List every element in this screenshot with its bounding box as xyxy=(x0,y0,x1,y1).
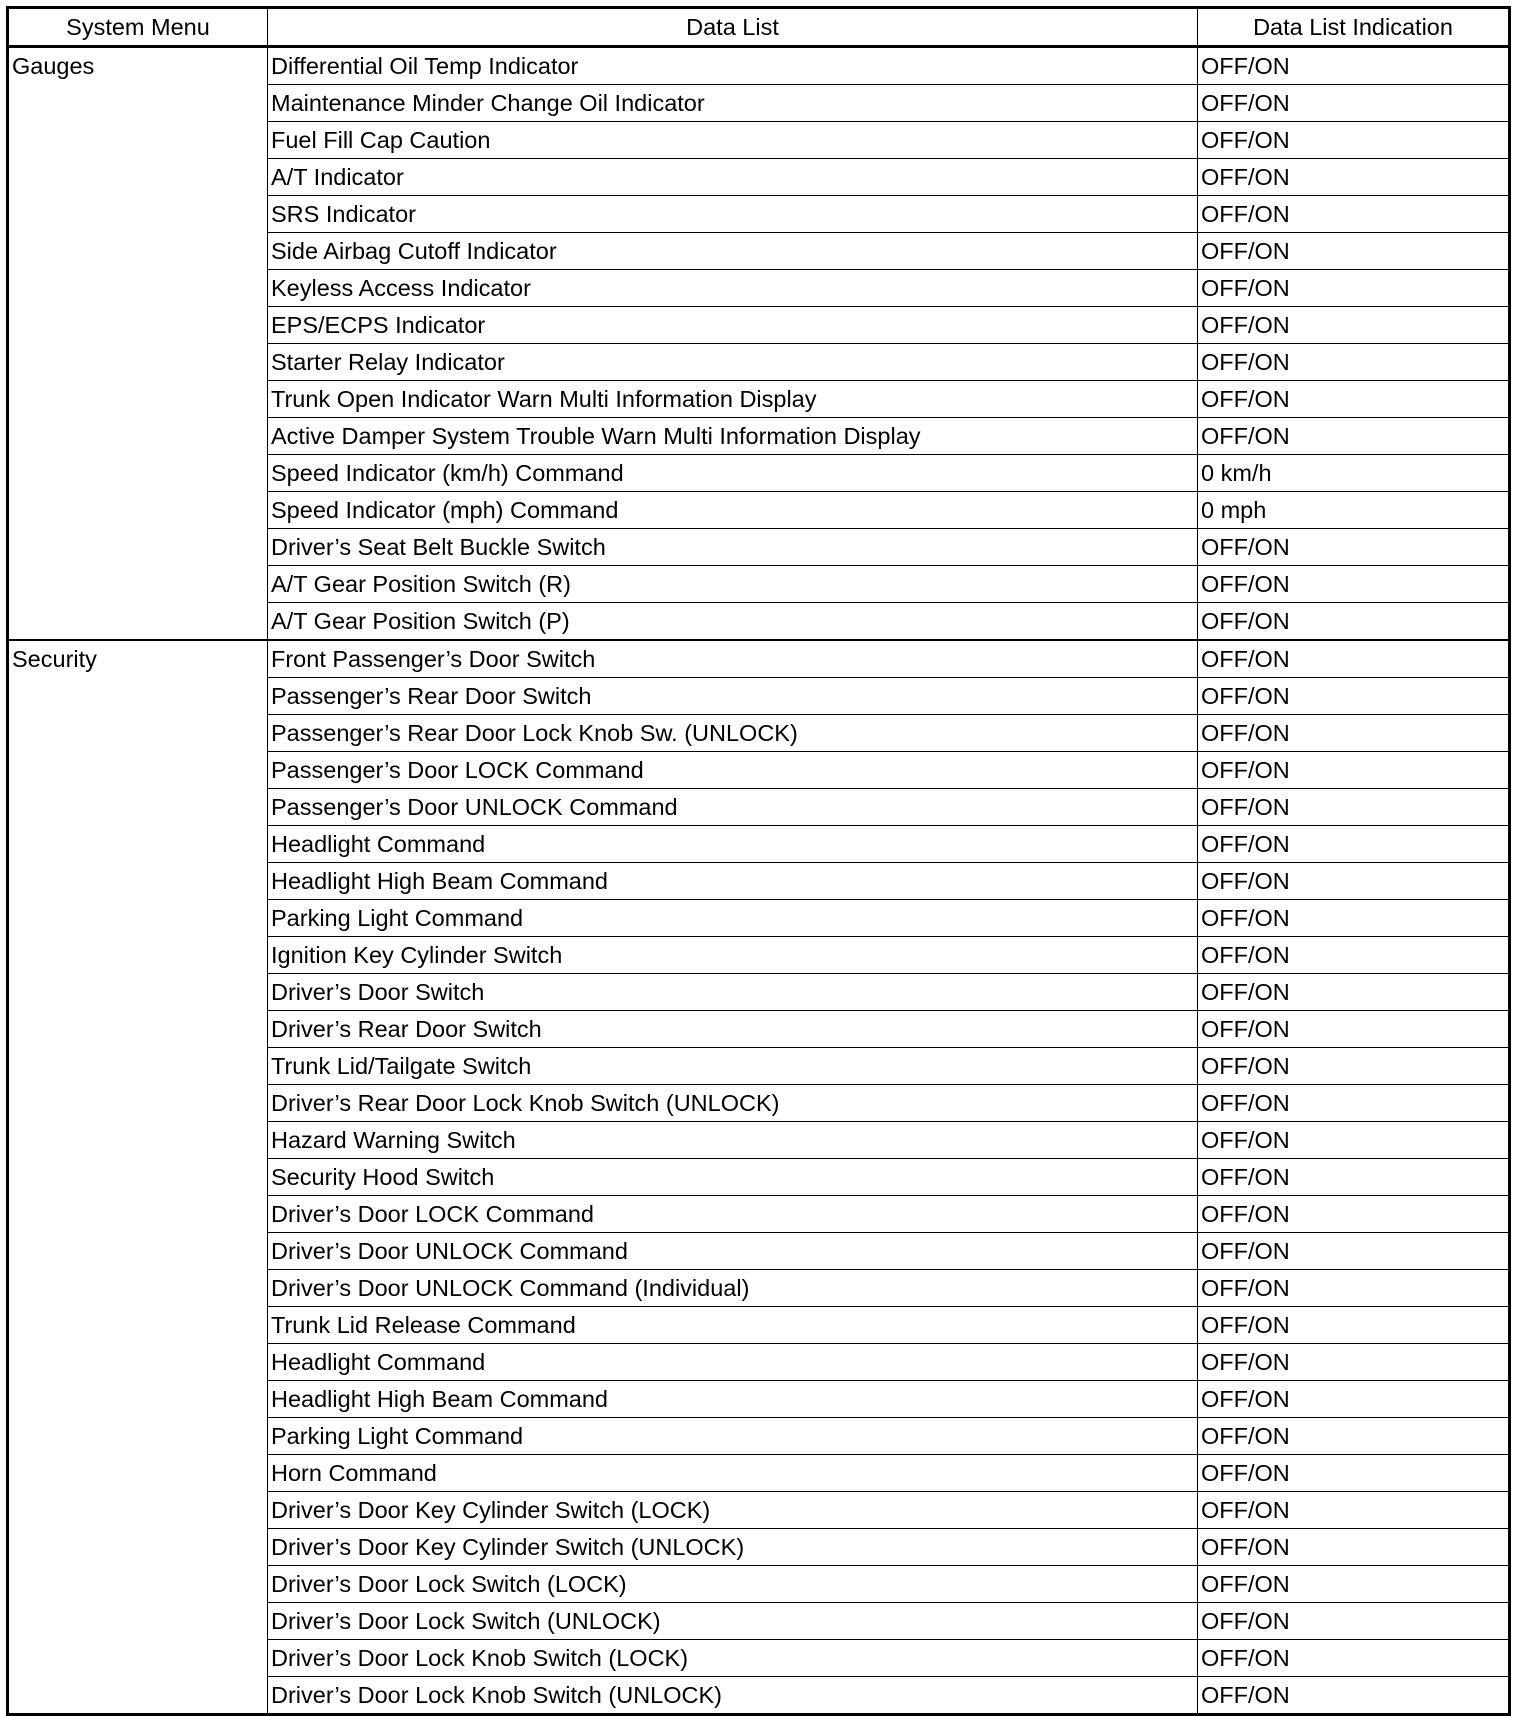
data-list-indication: OFF/ON xyxy=(1198,1529,1510,1566)
data-list-item: SRS Indicator xyxy=(268,196,1198,233)
data-list-indication: OFF/ON xyxy=(1198,566,1510,603)
data-list-indication: OFF/ON xyxy=(1198,789,1510,826)
data-list-item: Speed Indicator (km/h) Command xyxy=(268,455,1198,492)
data-list-indication: OFF/ON xyxy=(1198,1344,1510,1381)
data-list-item: Driver’s Rear Door Switch xyxy=(268,1011,1198,1048)
header-row xyxy=(8,8,1510,47)
data-list-indication: OFF/ON xyxy=(1198,122,1510,159)
data-list-indication: OFF/ON xyxy=(1198,1233,1510,1270)
data-list-indication: OFF/ON xyxy=(1198,974,1510,1011)
data-list-indication: OFF/ON xyxy=(1198,1566,1510,1603)
data-list-item: A/T Gear Position Switch (R) xyxy=(268,566,1198,603)
data-list-indication: OFF/ON xyxy=(1198,418,1510,455)
data-list-indication: OFF/ON xyxy=(1198,1085,1510,1122)
data-list-indication: OFF/ON xyxy=(1198,159,1510,196)
data-list-indication: OFF/ON xyxy=(1198,715,1510,752)
data-list-item: Driver’s Door Lock Knob Switch (LOCK) xyxy=(268,1640,1198,1677)
data-list-indication: OFF/ON xyxy=(1198,1640,1510,1677)
table-body xyxy=(8,47,1510,1715)
data-list-indication: OFF/ON xyxy=(1198,1011,1510,1048)
data-list-indication: OFF/ON xyxy=(1198,1455,1510,1492)
data-list-item: Horn Command xyxy=(268,1455,1198,1492)
data-list-indication: OFF/ON xyxy=(1198,1122,1510,1159)
data-list-item: Starter Relay Indicator xyxy=(268,344,1198,381)
data-list-item: Driver’s Door Lock Switch (LOCK) xyxy=(268,1566,1198,1603)
data-list-item: Side Airbag Cutoff Indicator xyxy=(268,233,1198,270)
table-row xyxy=(8,640,1510,678)
data-list-item: Driver’s Door Switch xyxy=(268,974,1198,1011)
data-list-indication: OFF/ON xyxy=(1198,344,1510,381)
data-list-indication: OFF/ON xyxy=(1198,307,1510,344)
data-list-item: Trunk Open Indicator Warn Multi Information Display xyxy=(268,381,1198,418)
data-list-indication: OFF/ON xyxy=(1198,1307,1510,1344)
data-list-table xyxy=(6,6,1511,1716)
data-list-item: Active Damper System Trouble Warn Multi Information Display xyxy=(268,418,1198,455)
data-list-item: Trunk Lid Release Command xyxy=(268,1307,1198,1344)
data-list-item: Driver’s Door Key Cylinder Switch (LOCK) xyxy=(268,1492,1198,1529)
data-list-item: Driver’s Door Key Cylinder Switch (UNLOCK) xyxy=(268,1529,1198,1566)
data-list-item: Passenger’s Rear Door Switch xyxy=(268,678,1198,715)
data-list-indication: OFF/ON xyxy=(1198,1270,1510,1307)
data-list-indication: OFF/ON xyxy=(1198,1492,1510,1529)
data-list-item: Headlight High Beam Command xyxy=(268,863,1198,900)
system-menu-cell: Gauges xyxy=(8,47,268,641)
data-list-indication: OFF/ON xyxy=(1198,196,1510,233)
system-menu-cell: Security xyxy=(8,640,268,1715)
data-list-item: Ignition Key Cylinder Switch xyxy=(268,937,1198,974)
data-list-indication: OFF/ON xyxy=(1198,85,1510,122)
data-list-indication: OFF/ON xyxy=(1198,1677,1510,1715)
data-list-indication: 0 km/h xyxy=(1198,455,1510,492)
data-list-indication: OFF/ON xyxy=(1198,1418,1510,1455)
data-list-indication: OFF/ON xyxy=(1198,381,1510,418)
data-list-item: Fuel Fill Cap Caution xyxy=(268,122,1198,159)
data-list-item: Headlight Command xyxy=(268,826,1198,863)
data-list-indication: OFF/ON xyxy=(1198,47,1510,85)
data-list-item: Security Hood Switch xyxy=(268,1159,1198,1196)
data-list-item: Passenger’s Door LOCK Command xyxy=(268,752,1198,789)
data-list-item: Driver’s Rear Door Lock Knob Switch (UNLOCK) xyxy=(268,1085,1198,1122)
data-list-item: Passenger’s Door UNLOCK Command xyxy=(268,789,1198,826)
data-list-item: Driver’s Door Lock Switch (UNLOCK) xyxy=(268,1603,1198,1640)
data-list-indication: OFF/ON xyxy=(1198,900,1510,937)
data-list-item: Differential Oil Temp Indicator xyxy=(268,47,1198,85)
data-list-indication: OFF/ON xyxy=(1198,603,1510,641)
header-data-list-indication: Data List Indication xyxy=(1198,8,1510,47)
header-system-menu: System Menu xyxy=(8,8,268,47)
data-list-item: Headlight Command xyxy=(268,1344,1198,1381)
data-list-item: Maintenance Minder Change Oil Indicator xyxy=(268,85,1198,122)
data-list-item: Parking Light Command xyxy=(268,900,1198,937)
data-list-indication: OFF/ON xyxy=(1198,640,1510,678)
data-list-item: Parking Light Command xyxy=(268,1418,1198,1455)
data-list-indication: OFF/ON xyxy=(1198,270,1510,307)
data-list-item: Driver’s Door Lock Knob Switch (UNLOCK) xyxy=(268,1677,1198,1715)
data-list-item: Front Passenger’s Door Switch xyxy=(268,640,1198,678)
data-list-indication: OFF/ON xyxy=(1198,863,1510,900)
data-list-indication: OFF/ON xyxy=(1198,1603,1510,1640)
data-list-indication: OFF/ON xyxy=(1198,826,1510,863)
data-list-indication: OFF/ON xyxy=(1198,1159,1510,1196)
data-list-indication: OFF/ON xyxy=(1198,752,1510,789)
data-list-indication: OFF/ON xyxy=(1198,1196,1510,1233)
data-list-item: Hazard Warning Switch xyxy=(268,1122,1198,1159)
data-list-indication: 0 mph xyxy=(1198,492,1510,529)
data-list-item: Keyless Access Indicator xyxy=(268,270,1198,307)
data-list-item: Trunk Lid/Tailgate Switch xyxy=(268,1048,1198,1085)
data-list-item: Driver’s Door UNLOCK Command xyxy=(268,1233,1198,1270)
data-list-item: Speed Indicator (mph) Command xyxy=(268,492,1198,529)
header-data-list: Data List xyxy=(268,8,1198,47)
data-list-indication: OFF/ON xyxy=(1198,1048,1510,1085)
data-list-indication: OFF/ON xyxy=(1198,1381,1510,1418)
data-list-item: A/T Gear Position Switch (P) xyxy=(268,603,1198,641)
data-list-indication: OFF/ON xyxy=(1198,678,1510,715)
data-list-item: EPS/ECPS Indicator xyxy=(268,307,1198,344)
data-list-item: A/T Indicator xyxy=(268,159,1198,196)
data-list-indication: OFF/ON xyxy=(1198,529,1510,566)
data-list-item: Driver’s Door LOCK Command xyxy=(268,1196,1198,1233)
data-list-item: Driver’s Seat Belt Buckle Switch xyxy=(268,529,1198,566)
data-list-indication: OFF/ON xyxy=(1198,233,1510,270)
data-list-item: Headlight High Beam Command xyxy=(268,1381,1198,1418)
data-list-item: Passenger’s Rear Door Lock Knob Sw. (UNLOCK) xyxy=(268,715,1198,752)
data-list-item: Driver’s Door UNLOCK Command (Individual) xyxy=(268,1270,1198,1307)
table-row xyxy=(8,47,1510,85)
data-list-indication: OFF/ON xyxy=(1198,937,1510,974)
